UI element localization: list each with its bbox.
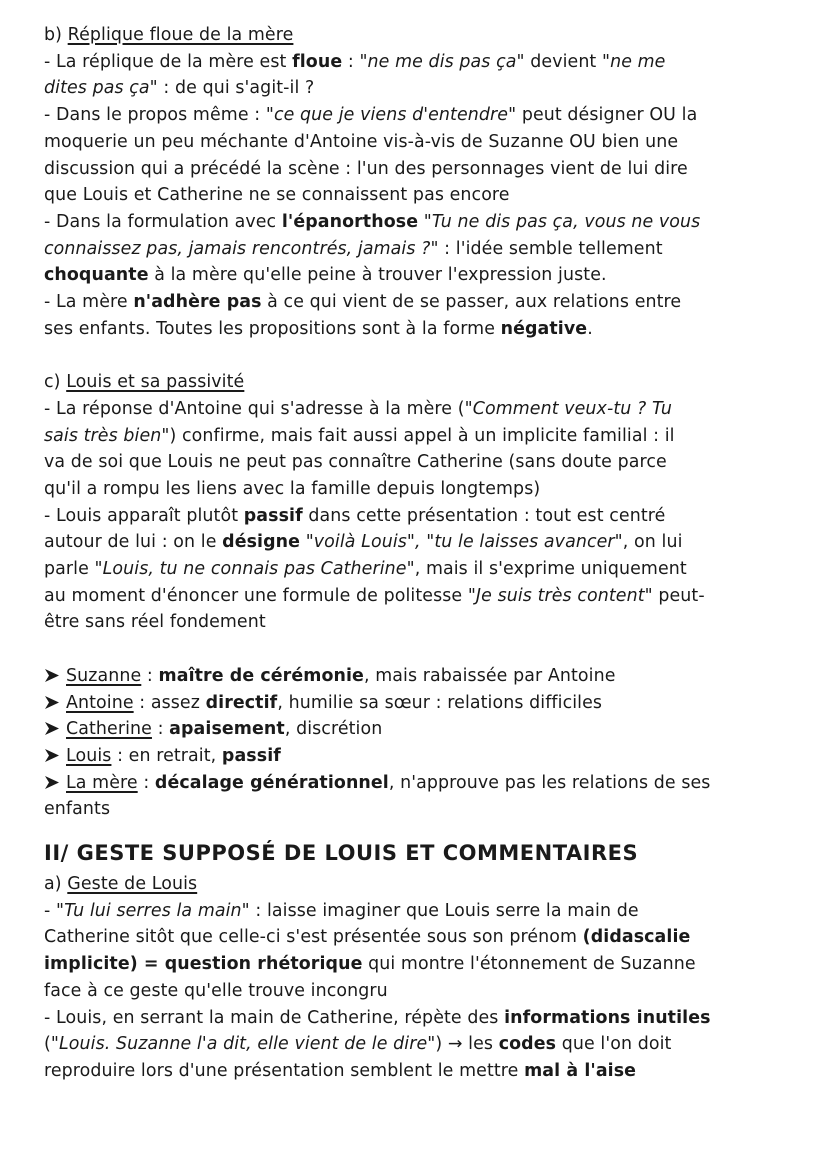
spacer: [44, 342, 788, 369]
text-line: autour de lui : on le désigne "voilà Louis", "tu le laisses avancer", on lui: [44, 532, 683, 553]
arrow-bullet-icon: [44, 743, 66, 770]
arrow-bullet-icon: [44, 770, 66, 797]
text-line: - La réponse d'Antoine qui s'adresse à la mère ("Comment veux-tu ? Tu: [44, 398, 673, 419]
section-b-heading: [44, 22, 788, 49]
text-line: dites pas ça" : de qui s'agit-il ?: [44, 78, 315, 99]
text-line: ses enfants. Toutes les propositions sont à la forme négative.: [44, 318, 593, 339]
text-line: moquerie un peu méchante d'Antoine vis-à-vis de Suzanne OU bien une: [44, 131, 679, 152]
section-a-body: [44, 898, 788, 1085]
section-c-prefix: c): [44, 372, 61, 393]
text-line: - La réplique de la mère est floue : "ne me dis pas ça" devient "ne me: [44, 51, 666, 72]
text-line: - Louis, en serrant la main de Catherine, répète des informations inutiles: [44, 1007, 711, 1028]
list-item: Louis : en retrait, passif: [44, 743, 788, 770]
section-c-body: [44, 396, 788, 636]
text-line: - Dans la formulation avec l'épanorthose "Tu ne dis pas ça, vous ne vous: [44, 211, 701, 232]
text-line: choquante à la mère qu'elle peine à trouver l'expression juste.: [44, 265, 607, 286]
spacer: [44, 636, 788, 663]
list-item: La mère : décalage générationnel, n'approuve pas les relations de ses: [44, 770, 788, 797]
arrow-bullet-icon: [44, 663, 66, 690]
section-a-heading: [44, 871, 788, 898]
list-item: Antoine : assez directif, humilie sa sœur : relations difficiles: [44, 690, 788, 717]
section-ii-title: II/ GESTE SUPPOSÉ DE LOUIS ET COMMENTAIRES: [44, 841, 639, 866]
text-line: connaissez pas, jamais rencontrés, jamais ?" : l'idée semble tellement: [44, 238, 663, 259]
text-line: discussion qui a précédé la scène : l'un des personnages vient de lui dire: [44, 158, 688, 179]
text-line: - "Tu lui serres la main" : laisse imaginer que Louis serre la main de: [44, 900, 639, 921]
section-c-heading: [44, 369, 788, 396]
text-line: - Dans le propos même : "ce que je viens d'entendre" peut désigner OU la: [44, 105, 698, 126]
section-b-title: Réplique floue de la mère: [67, 25, 294, 45]
section-c-title: Louis et sa passivité: [66, 372, 245, 393]
text-line: sais très bien") confirme, mais fait aussi appel à un implicite familial : il: [44, 425, 675, 446]
text-line: reproduire lors d'une présentation semblent le mettre mal à l'aise: [44, 1060, 637, 1081]
text-line: face à ce geste qu'elle trouve incongru: [44, 980, 388, 1001]
text-line: ("Louis. Suzanne l'a dit, elle vient de le dire") → les codes que l'on doit: [44, 1034, 672, 1055]
section-a-title: Geste de Louis: [67, 874, 198, 895]
text-line: - Louis apparaît plutôt passif dans cette présentation : tout est centré: [44, 505, 666, 526]
text-line: qu'il a rompu les liens avec la famille depuis longtemps): [44, 478, 541, 499]
text-line: être sans réel fondement: [44, 612, 266, 633]
text-line: va de soi que Louis ne peut pas connaître Catherine (sans doute parce: [44, 452, 667, 473]
section-b-prefix: b): [44, 25, 63, 45]
character-summary-list: [44, 663, 788, 823]
section-a-prefix: a): [44, 874, 62, 895]
arrow-bullet-icon: [44, 716, 66, 743]
text-line: parle "Louis, tu ne connais pas Catherine", mais il s'exprime uniquement: [44, 559, 687, 580]
text-line: Catherine sitôt que celle-ci s'est présentée sous son prénom (didascalie: [44, 927, 691, 948]
text-line: - La mère n'adhère pas à ce qui vient de se passer, aux relations entre: [44, 292, 682, 313]
text-line: que Louis et Catherine ne se connaissent pas encore: [44, 185, 510, 206]
text-line: enfants: [44, 799, 111, 820]
arrow-bullet-icon: [44, 690, 66, 717]
list-item: Suzanne : maître de cérémonie, mais rabaissée par Antoine: [44, 663, 788, 690]
text-line: au moment d'énoncer une formule de politesse "Je suis très content" peut-: [44, 585, 705, 606]
list-item: Catherine : apaisement, discrétion: [44, 716, 788, 743]
section-b-body: [44, 49, 788, 343]
text-line: implicite) = question rhétorique qui montre l'étonnement de Suzanne: [44, 954, 696, 975]
